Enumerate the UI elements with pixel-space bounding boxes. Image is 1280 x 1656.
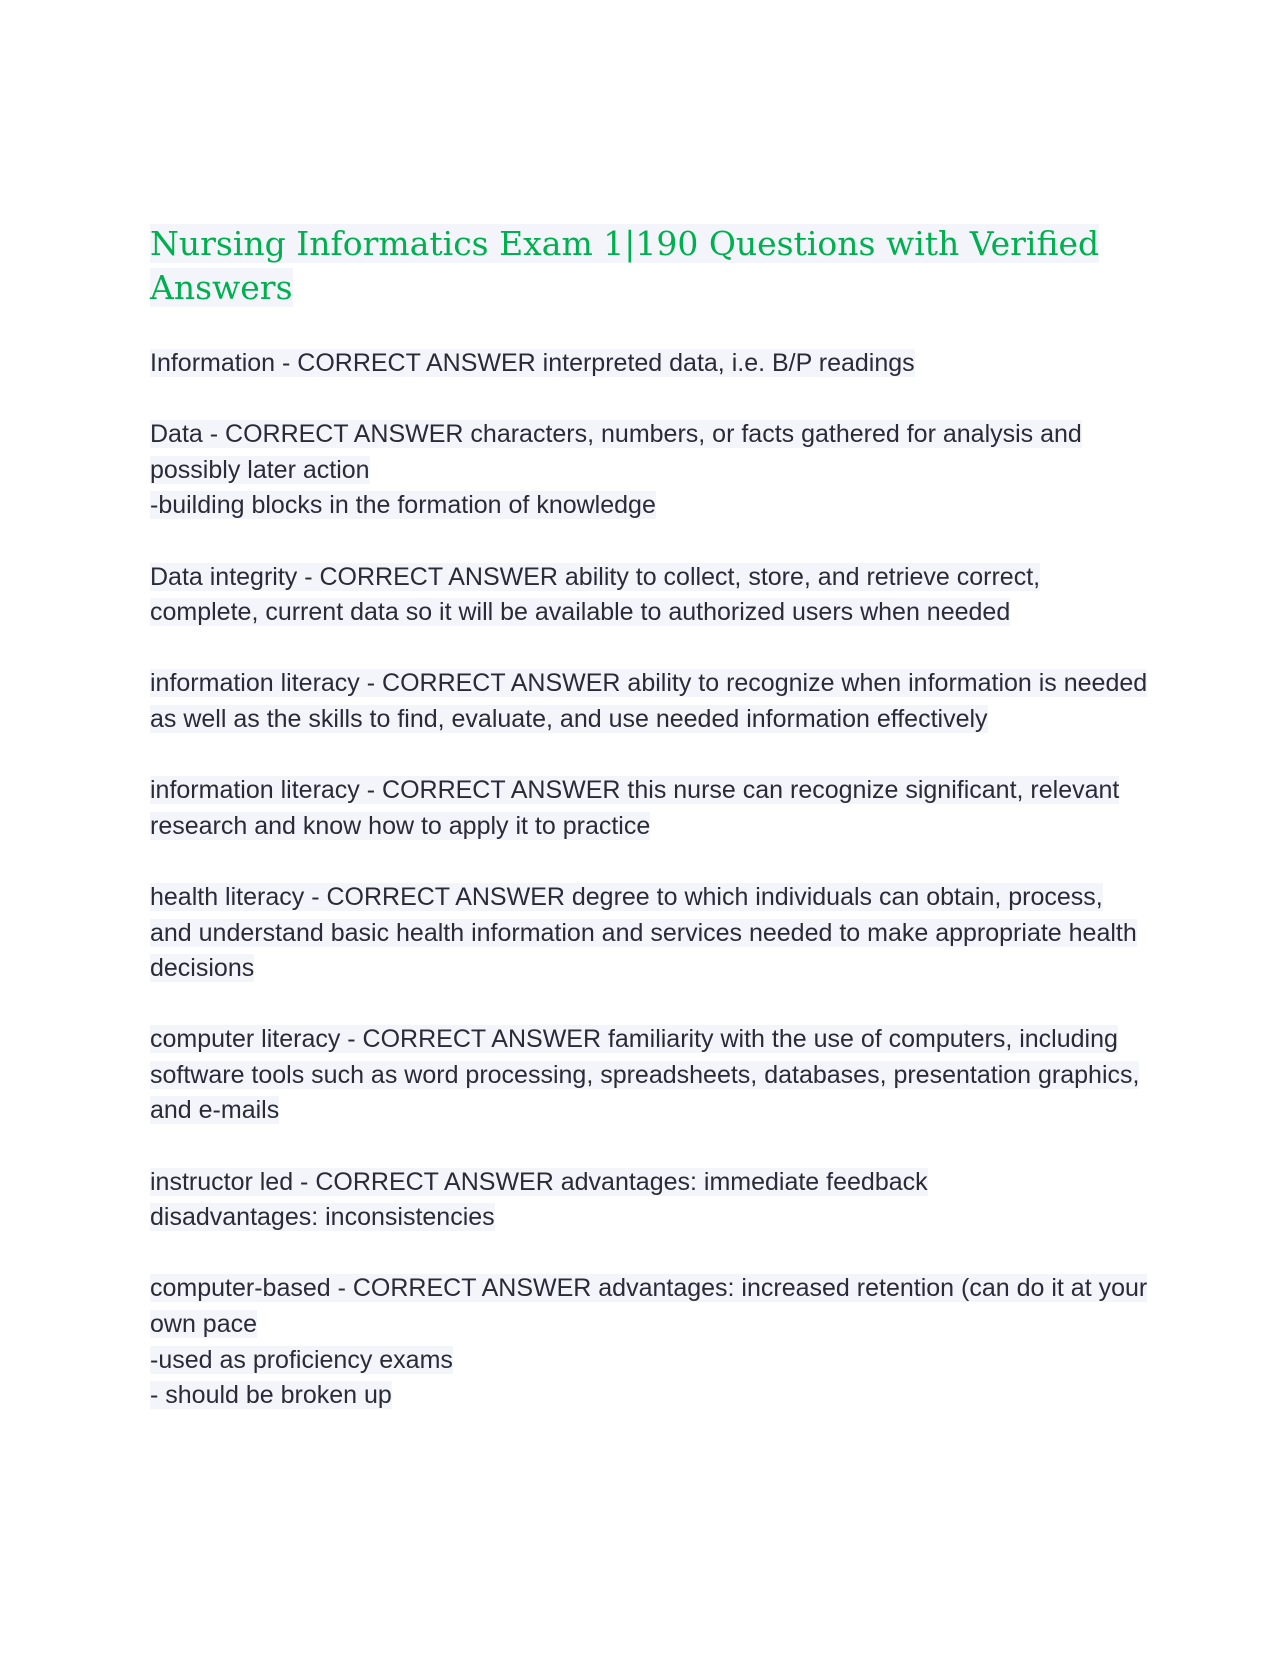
entry-text: Data - CORRECT ANSWER characters, numbers, or facts gathered for analysis and possibly later action <box>150 420 1082 484</box>
entry-text: information literacy - CORRECT ANSWER ability to recognize when information is needed as well as the skills to find, evaluate, and use needed information effectively <box>150 669 1148 733</box>
entry-text: computer literacy - CORRECT ANSWER familiarity with the use of computers, including software tools such as word processing, spreadsheets, databases, presentation graphics, and e-mails <box>150 1025 1140 1125</box>
entry-subline: -building blocks in the formation of knowledge <box>150 491 656 520</box>
entry-text: health literacy - CORRECT ANSWER degree to which individuals can obtain, process, and understand basic health information and services needed to make appropriate health decisions <box>150 882 1137 983</box>
entry-information-literacy-nurse <box>150 773 1150 844</box>
entry-subline: -used as proficiency exams <box>150 1345 453 1374</box>
entry-information <box>150 346 1150 382</box>
entry-data <box>150 417 1150 524</box>
entry-subline: disadvantages: inconsistencies <box>150 1203 495 1232</box>
entry-text: computer-based - CORRECT ANSWER advantages: increased retention (can do it at your own pace <box>150 1274 1148 1339</box>
document-page <box>150 222 1150 1449</box>
entry-subline: - should be broken up <box>150 1381 392 1410</box>
entry-computer-based <box>150 1271 1150 1413</box>
entry-text: Information - CORRECT ANSWER interpreted data, i.e. B/P readings <box>150 349 915 377</box>
entry-instructor-led <box>150 1165 1150 1236</box>
document-title-text: Nursing Informatics Exam 1|190 Questions with Verified Answers <box>150 224 1100 307</box>
entry-health-literacy <box>150 880 1150 987</box>
entry-information-literacy <box>150 666 1150 737</box>
entry-text: Data integrity - CORRECT ANSWER ability to collect, store, and retrieve correct, complete, current data so it will be available to authorized users when needed <box>150 562 1041 627</box>
entry-text: information literacy - CORRECT ANSWER this nurse can recognize significant, relevant research and know how to apply it to practice <box>150 776 1120 840</box>
entry-data-integrity <box>150 560 1150 631</box>
entry-computer-literacy <box>150 1022 1150 1129</box>
entry-text: instructor led - CORRECT ANSWER advantages: immediate feedback <box>150 1167 928 1196</box>
document-title <box>150 222 1150 310</box>
